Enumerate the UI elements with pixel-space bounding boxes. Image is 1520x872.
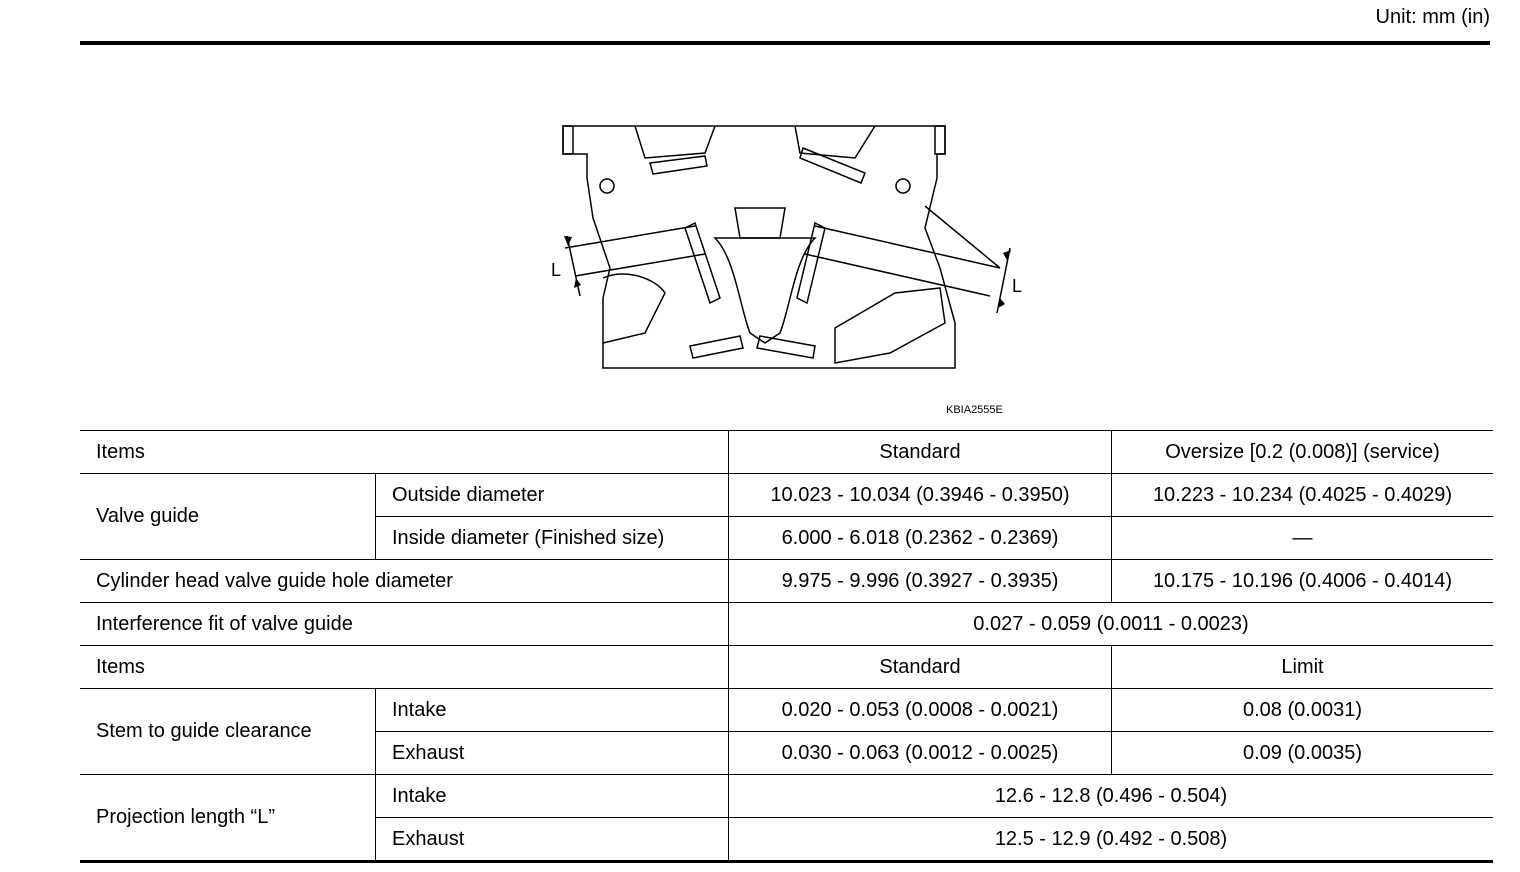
valve-guide-label: Valve guide xyxy=(80,474,376,560)
table-row xyxy=(80,689,1493,732)
header2-limit: Limit xyxy=(1112,646,1494,689)
stem-exhaust-standard: 0.030 - 0.063 (0.0012 - 0.0025) xyxy=(729,732,1112,775)
projection-intake-value: 12.6 - 12.8 (0.496 - 0.504) xyxy=(729,775,1494,818)
stem-exhaust-limit: 0.09 (0.0035) xyxy=(1112,732,1494,775)
table-row xyxy=(80,560,1493,603)
table-row xyxy=(80,646,1493,689)
table-row xyxy=(80,603,1493,646)
stem-intake-limit: 0.08 (0.0031) xyxy=(1112,689,1494,732)
figure-code: KBIA2555E xyxy=(946,404,1003,416)
outside-diameter-standard: 10.023 - 10.034 (0.3946 - 0.3950) xyxy=(729,474,1112,517)
inside-diameter-standard: 6.000 - 6.018 (0.2362 - 0.2369) xyxy=(729,517,1112,560)
stem-exhaust-label: Exhaust xyxy=(376,732,729,775)
table-row xyxy=(80,474,1493,517)
label-left: L xyxy=(551,260,562,280)
top-rule xyxy=(80,41,1490,45)
hole-diameter-label: Cylinder head valve guide hole diameter xyxy=(80,560,729,603)
valve-guide-spec-table xyxy=(80,430,1493,863)
interference-label: Interference fit of valve guide xyxy=(80,603,729,646)
projection-label: Projection length “L” xyxy=(80,775,376,862)
header-items: Items xyxy=(80,431,729,474)
stem-clearance-label: Stem to guide clearance xyxy=(80,689,376,775)
stem-intake-label: Intake xyxy=(376,689,729,732)
inside-diameter-label: Inside diameter (Finished size) xyxy=(376,517,729,560)
hole-diameter-oversize: 10.175 - 10.196 (0.4006 - 0.4014) xyxy=(1112,560,1494,603)
table-row xyxy=(80,431,1493,474)
projection-exhaust-value: 12.5 - 12.9 (0.492 - 0.508) xyxy=(729,818,1494,862)
interference-value: 0.027 - 0.059 (0.0011 - 0.0023) xyxy=(729,603,1494,646)
projection-exhaust-label: Exhaust xyxy=(376,818,729,862)
table-row xyxy=(80,775,1493,818)
stem-intake-standard: 0.020 - 0.053 (0.0008 - 0.0021) xyxy=(729,689,1112,732)
outside-diameter-oversize: 10.223 - 10.234 (0.4025 - 0.4029) xyxy=(1112,474,1494,517)
header-standard: Standard xyxy=(729,431,1112,474)
cylinder-head-diagram xyxy=(545,118,1035,378)
outside-diameter-label: Outside diameter xyxy=(376,474,729,517)
header2-items: Items xyxy=(80,646,729,689)
inside-diameter-oversize: — xyxy=(1112,517,1494,560)
header-oversize: Oversize [0.2 (0.008)] (service) xyxy=(1112,431,1494,474)
projection-intake-label: Intake xyxy=(376,775,729,818)
label-right: L xyxy=(1012,276,1023,296)
hole-diameter-standard: 9.975 - 9.996 (0.3927 - 0.3935) xyxy=(729,560,1112,603)
header2-standard: Standard xyxy=(729,646,1112,689)
unit-label: Unit: mm (in) xyxy=(1375,6,1490,28)
